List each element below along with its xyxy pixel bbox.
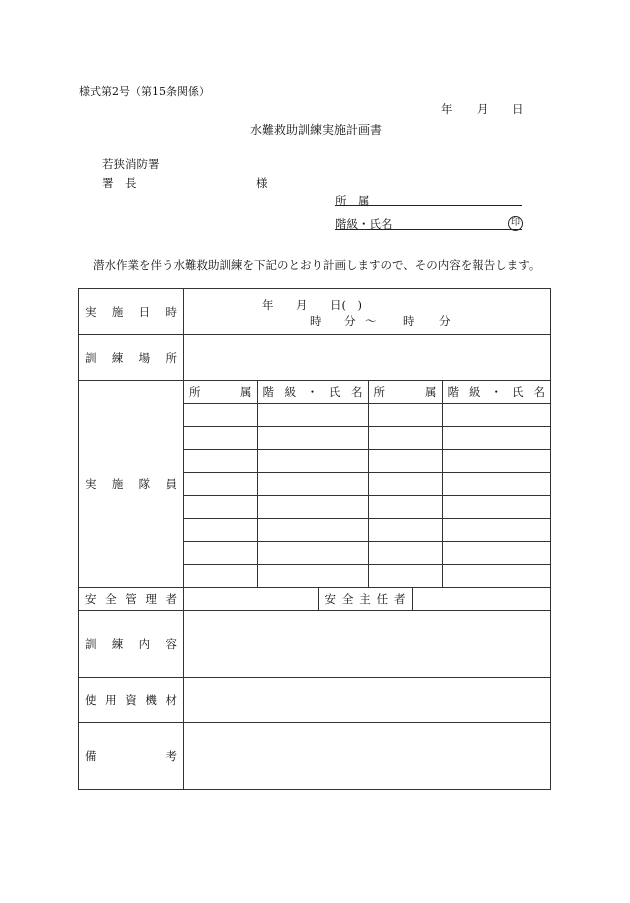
table-minute1: 分: [344, 314, 356, 328]
member-cell[interactable]: [442, 450, 550, 473]
member-row: [184, 450, 550, 473]
member-row: [184, 404, 550, 427]
row-equipment: [79, 678, 551, 723]
equipment-label-cell: [79, 678, 184, 723]
member-header-affiliation-1: 所 属: [189, 385, 252, 399]
document-title: 水難救助訓練実施計画書: [250, 123, 383, 137]
row-safety: [79, 588, 551, 611]
member-cell[interactable]: [184, 450, 257, 473]
addressee-title: 署 長: [102, 176, 137, 190]
content-label: 訓 練 内 容: [85, 637, 177, 651]
member-cell[interactable]: [368, 496, 442, 519]
equipment-label: 使 用 資 機 材: [85, 693, 177, 707]
member-cell[interactable]: [368, 542, 442, 565]
member-cell[interactable]: [257, 496, 368, 519]
members-label-cell: [79, 381, 184, 588]
member-cell[interactable]: [257, 565, 368, 588]
table-hour1: 時: [310, 314, 322, 328]
rank-name-line: [335, 229, 522, 230]
addressee-org: 若狭消防署: [102, 157, 160, 171]
safety-grid: [184, 588, 550, 610]
place-value-cell[interactable]: [184, 335, 551, 381]
remarks-label-cell: [79, 723, 184, 790]
member-cell[interactable]: [368, 519, 442, 542]
rank-name-label: 階級・氏名: [335, 217, 393, 231]
member-cell[interactable]: [368, 450, 442, 473]
affiliation-line: [335, 205, 522, 206]
table-date-month: 月: [296, 298, 308, 312]
member-cell[interactable]: [257, 404, 368, 427]
members-header-row: [184, 381, 550, 404]
row-content: [79, 611, 551, 678]
member-cell[interactable]: [368, 565, 442, 588]
member-cell[interactable]: [184, 542, 257, 565]
member-cell[interactable]: [184, 519, 257, 542]
member-row: [184, 565, 550, 588]
member-cell[interactable]: [184, 565, 257, 588]
row-date: [79, 289, 551, 335]
safety-manager-label-cell: [79, 588, 184, 611]
safety-chief-label: 安 全 主 任 者: [324, 592, 406, 606]
member-cell[interactable]: [442, 565, 550, 588]
row-place: [79, 335, 551, 381]
content-value-cell[interactable]: [184, 611, 551, 678]
member-cell[interactable]: [442, 404, 550, 427]
date-year: 年: [441, 102, 453, 116]
member-row: [184, 427, 550, 450]
remarks-label: 備 考: [85, 749, 177, 763]
member-cell[interactable]: [442, 496, 550, 519]
member-cell[interactable]: [442, 427, 550, 450]
member-cell[interactable]: [257, 519, 368, 542]
member-cell[interactable]: [442, 473, 550, 496]
members-grid: [184, 381, 550, 587]
member-header-rankname-2: 階 級 ・ 氏 名: [447, 385, 545, 399]
date-day: 日: [512, 102, 524, 116]
member-cell[interactable]: [257, 427, 368, 450]
member-cell[interactable]: [184, 404, 257, 427]
table-date-day: 日( ): [330, 298, 362, 312]
member-row: [184, 496, 550, 519]
seal-mark: 印: [508, 216, 523, 231]
safety-manager-value[interactable]: [184, 588, 318, 610]
table-tilde: 〜: [365, 314, 377, 328]
affiliation-label: 所 属: [335, 194, 370, 208]
member-cell[interactable]: [184, 496, 257, 519]
table-minute2: 分: [439, 314, 451, 328]
place-label-cell: [79, 335, 184, 381]
members-cell: [184, 381, 551, 588]
table-hour2: 時: [403, 314, 415, 328]
table-date-year: 年: [262, 298, 274, 312]
plan-table: [78, 288, 551, 790]
content-label-cell: [79, 611, 184, 678]
date-value-cell[interactable]: [184, 289, 551, 335]
member-cell[interactable]: [257, 542, 368, 565]
honorific: 様: [256, 176, 268, 190]
member-cell[interactable]: [257, 450, 368, 473]
member-row: [184, 542, 550, 565]
member-cell[interactable]: [184, 473, 257, 496]
remarks-value-cell[interactable]: [184, 723, 551, 790]
member-header-affiliation-2: 所 属: [373, 385, 437, 399]
row-remarks: [79, 723, 551, 790]
form-number: 様式第2号（第15条関係）: [79, 85, 210, 98]
member-cell[interactable]: [442, 542, 550, 565]
member-cell[interactable]: [368, 404, 442, 427]
members-label: 実 施 隊 員: [85, 477, 177, 491]
date-label: 実 施 日 時: [85, 304, 177, 319]
safety-chief-value[interactable]: [412, 588, 550, 610]
date-label-cell: [79, 289, 184, 335]
member-row: [184, 473, 550, 496]
member-row: [184, 519, 550, 542]
intro-text: 潜水作業を伴う水難救助訓練を下記のとおり計画しますので、その内容を報告します。: [93, 258, 541, 272]
safety-cell: [184, 588, 551, 611]
member-cell[interactable]: [184, 427, 257, 450]
place-label: 訓 練 場 所: [85, 350, 177, 365]
row-members: [79, 381, 551, 588]
equipment-value-cell[interactable]: [184, 678, 551, 723]
member-cell[interactable]: [257, 473, 368, 496]
member-cell[interactable]: [368, 473, 442, 496]
date-month: 月: [477, 102, 489, 116]
safety-manager-label: 安 全 管 理 者: [85, 592, 177, 606]
member-cell[interactable]: [442, 519, 550, 542]
member-header-rankname-1: 階 級 ・ 氏 名: [262, 385, 363, 399]
member-cell[interactable]: [368, 427, 442, 450]
